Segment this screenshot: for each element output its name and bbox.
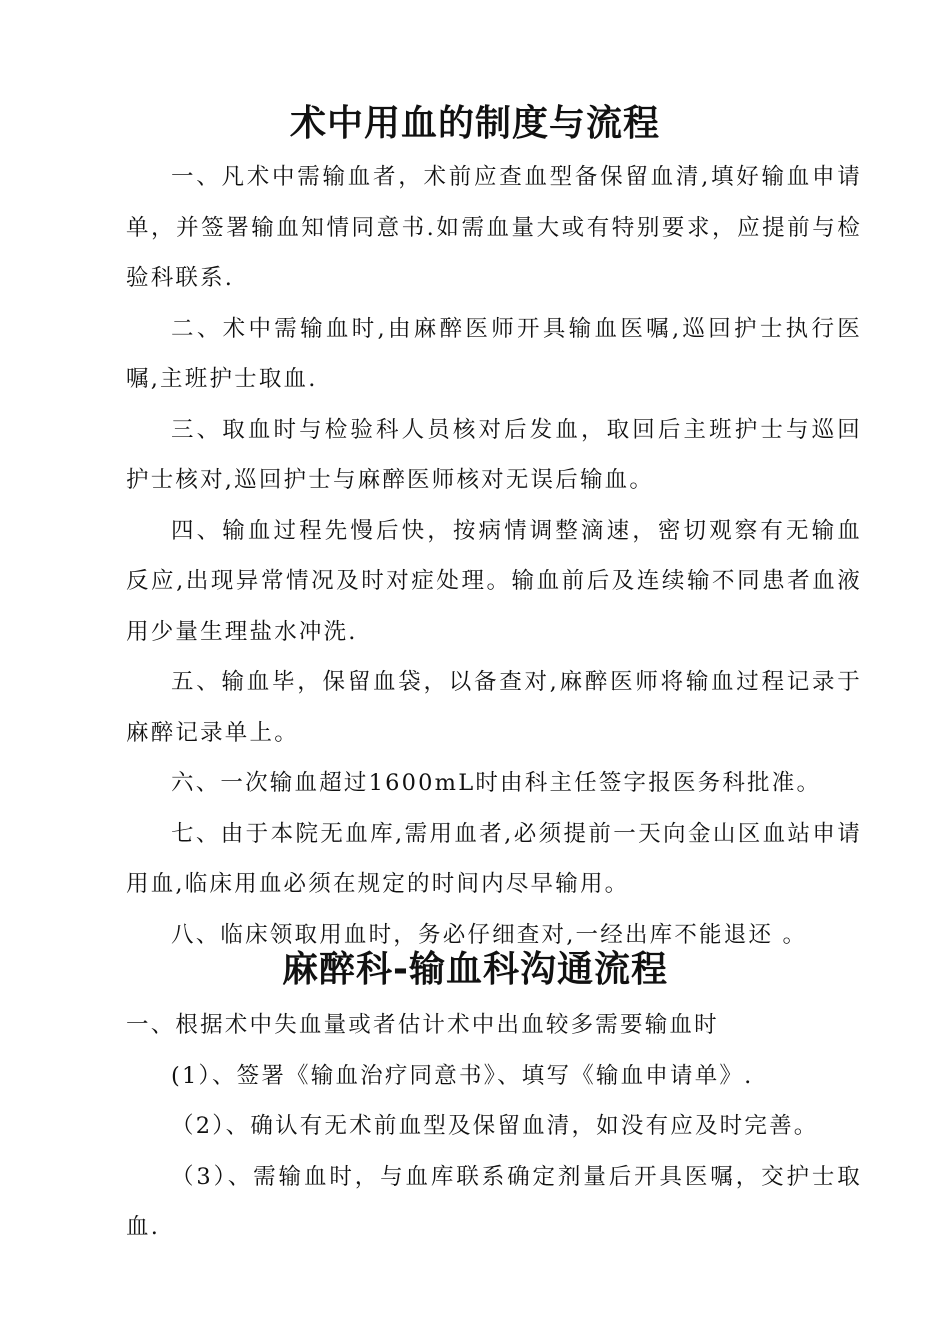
communication-item-3: （3）、需输血时，与血库联系确定剂量后开具医嘱，交护士取血. <box>126 1163 862 1240</box>
policy-paragraph-2: 二、术中需输血时,由麻醉医师开具输血医嘱,巡回护士执行医嘱,主班护士取血. <box>126 315 862 392</box>
communication-item-2: （2）、确认有无术前血型及保留血清，如没有应及时完善。 <box>171 1113 819 1139</box>
policy-section <box>126 152 862 960</box>
document-title: 术中用血的制度与流程 <box>289 103 660 144</box>
policy-paragraph-4: 四、输血过程先慢后快，按病情调整滴速，密切观察有无输血反应,出现异常情况及时对症处理。输血前后及连续输不同患者血液用少量生理盐水冲洗. <box>126 517 862 645</box>
communication-lead: 一、根据术中失血量或者估计术中出血较多需要输血时 <box>126 1012 719 1038</box>
policy-paragraph-1: 一、凡术中需输血者，术前应查血型备保留血清,填好输血申请单，并签署输血知情同意书.如需血量大或有特别要求，应提前与检验科联系. <box>126 164 862 291</box>
policy-paragraph-5: 五、输血毕，保留血袋，以备查对,麻醉医师将输血过程记录于麻醉记录单上。 <box>126 669 862 746</box>
policy-paragraph-3: 三、取血时与检验科人员核对后发血，取回后主班护士与巡回护士核对,巡回护士与麻醉医师核对无误后输血。 <box>126 416 862 493</box>
communication-section <box>126 1000 862 1253</box>
section2-title: 麻醉科-输血科沟通流程 <box>282 949 668 990</box>
policy-paragraph-6: 六、一次输血超过1600mL时由科主任签字报医务科批准。 <box>171 770 822 796</box>
policy-paragraph-7: 七、由于本院无血库,需用血者,必须提前一天向金山区血站申请用血,临床用血必须在规定的时间内尽早输用。 <box>126 820 862 897</box>
communication-item-1: (1）、签署《输血治疗同意书》、填写《输血申请单》. <box>171 1062 754 1089</box>
policy-paragraph-8: 八、临床领取用血时，务必仔细查对,一经出库不能退还 。 <box>171 921 808 948</box>
